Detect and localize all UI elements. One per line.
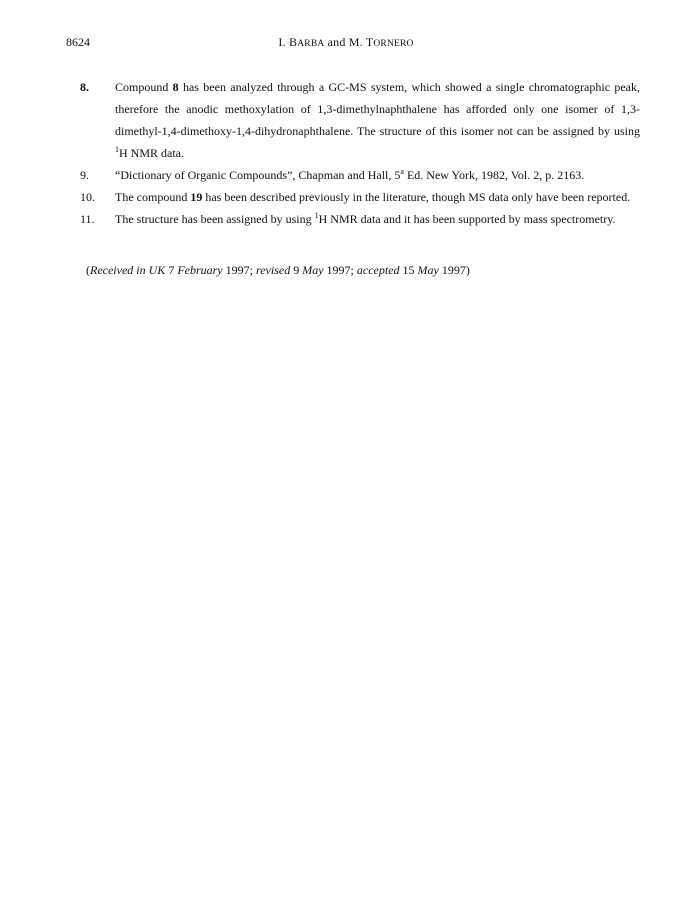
note-text: has been described previously in the literature, though MS data only have been reported. bbox=[202, 190, 631, 204]
note-number: 8. bbox=[80, 80, 89, 94]
note-line bbox=[115, 120, 640, 142]
note-line bbox=[115, 208, 640, 230]
note-number: 9. bbox=[80, 168, 89, 182]
received-label: Received in UK bbox=[90, 263, 166, 277]
accepted-year: 1997) bbox=[438, 263, 470, 277]
page-number: 8624 bbox=[66, 35, 90, 49]
revised-label: revised bbox=[255, 263, 291, 277]
note-line bbox=[115, 76, 640, 98]
note-text: has been analyzed through a GC-MS system, which showed a single chromatographic peak, bbox=[178, 80, 640, 94]
note-11 bbox=[80, 208, 640, 230]
note-10 bbox=[80, 186, 640, 208]
superscript: a bbox=[400, 167, 404, 176]
compound-number: 19 bbox=[190, 190, 203, 204]
note-number: 10. bbox=[80, 190, 95, 204]
author1-initial: I. bbox=[278, 35, 289, 49]
author2-cap: T bbox=[365, 35, 374, 49]
note-body bbox=[115, 164, 640, 186]
accepted-label: accepted bbox=[356, 263, 400, 277]
note-text: H NMR data and it has been supported by mass spectrometry. bbox=[318, 212, 616, 226]
note-text: Ed. New York, 1982, Vol. 2, p. 2163. bbox=[403, 168, 585, 182]
note-8 bbox=[80, 76, 640, 164]
accepted-day: 15 bbox=[399, 263, 418, 277]
note-9 bbox=[80, 164, 640, 186]
note-text: Compound bbox=[115, 80, 173, 94]
running-head bbox=[0, 35, 692, 50]
note-number: 11. bbox=[80, 212, 95, 226]
superscript: 1 bbox=[115, 145, 119, 154]
paren-open: ( bbox=[86, 263, 90, 277]
note-text: “Dictionary of Organic Compounds”, Chapman and Hall, 5 bbox=[115, 168, 401, 182]
author1-cap: B bbox=[289, 35, 298, 49]
received-dates bbox=[86, 263, 470, 278]
author2-rest: ORNERO bbox=[373, 39, 414, 49]
revised-month: May bbox=[302, 263, 324, 277]
revised-day: 9 bbox=[290, 263, 303, 277]
received-month: February bbox=[177, 263, 223, 277]
note-text: The structure has been assigned by using bbox=[115, 212, 315, 226]
note-text: The compound bbox=[115, 190, 191, 204]
notes-list bbox=[80, 76, 640, 230]
note-text: therefore the anodic methoxylation of 1,3-dimethylnaphthalene has afforded only one isomer of 1,3- bbox=[115, 102, 640, 116]
superscript: 1 bbox=[314, 211, 319, 220]
accepted-month: May bbox=[417, 263, 439, 277]
note-body bbox=[115, 76, 640, 164]
received-year: 1997; bbox=[222, 263, 256, 277]
note-line bbox=[115, 98, 640, 120]
note-line bbox=[115, 142, 640, 164]
received-day: 7 bbox=[165, 263, 178, 277]
note-body bbox=[115, 208, 640, 230]
note-line bbox=[115, 186, 640, 208]
note-line bbox=[115, 164, 640, 186]
author-and: and M. bbox=[324, 35, 366, 49]
author1-rest: ARBA bbox=[297, 39, 325, 49]
note-text: dimethyl-1,4-dimethoxy-1,4-dihydronaphthalene. The structure of this isomer not can be assigned by using bbox=[115, 124, 640, 138]
note-text: H NMR data. bbox=[119, 146, 184, 160]
revised-year: 1997; bbox=[323, 263, 357, 277]
note-body bbox=[115, 186, 640, 208]
compound-number: 8 bbox=[172, 80, 179, 94]
